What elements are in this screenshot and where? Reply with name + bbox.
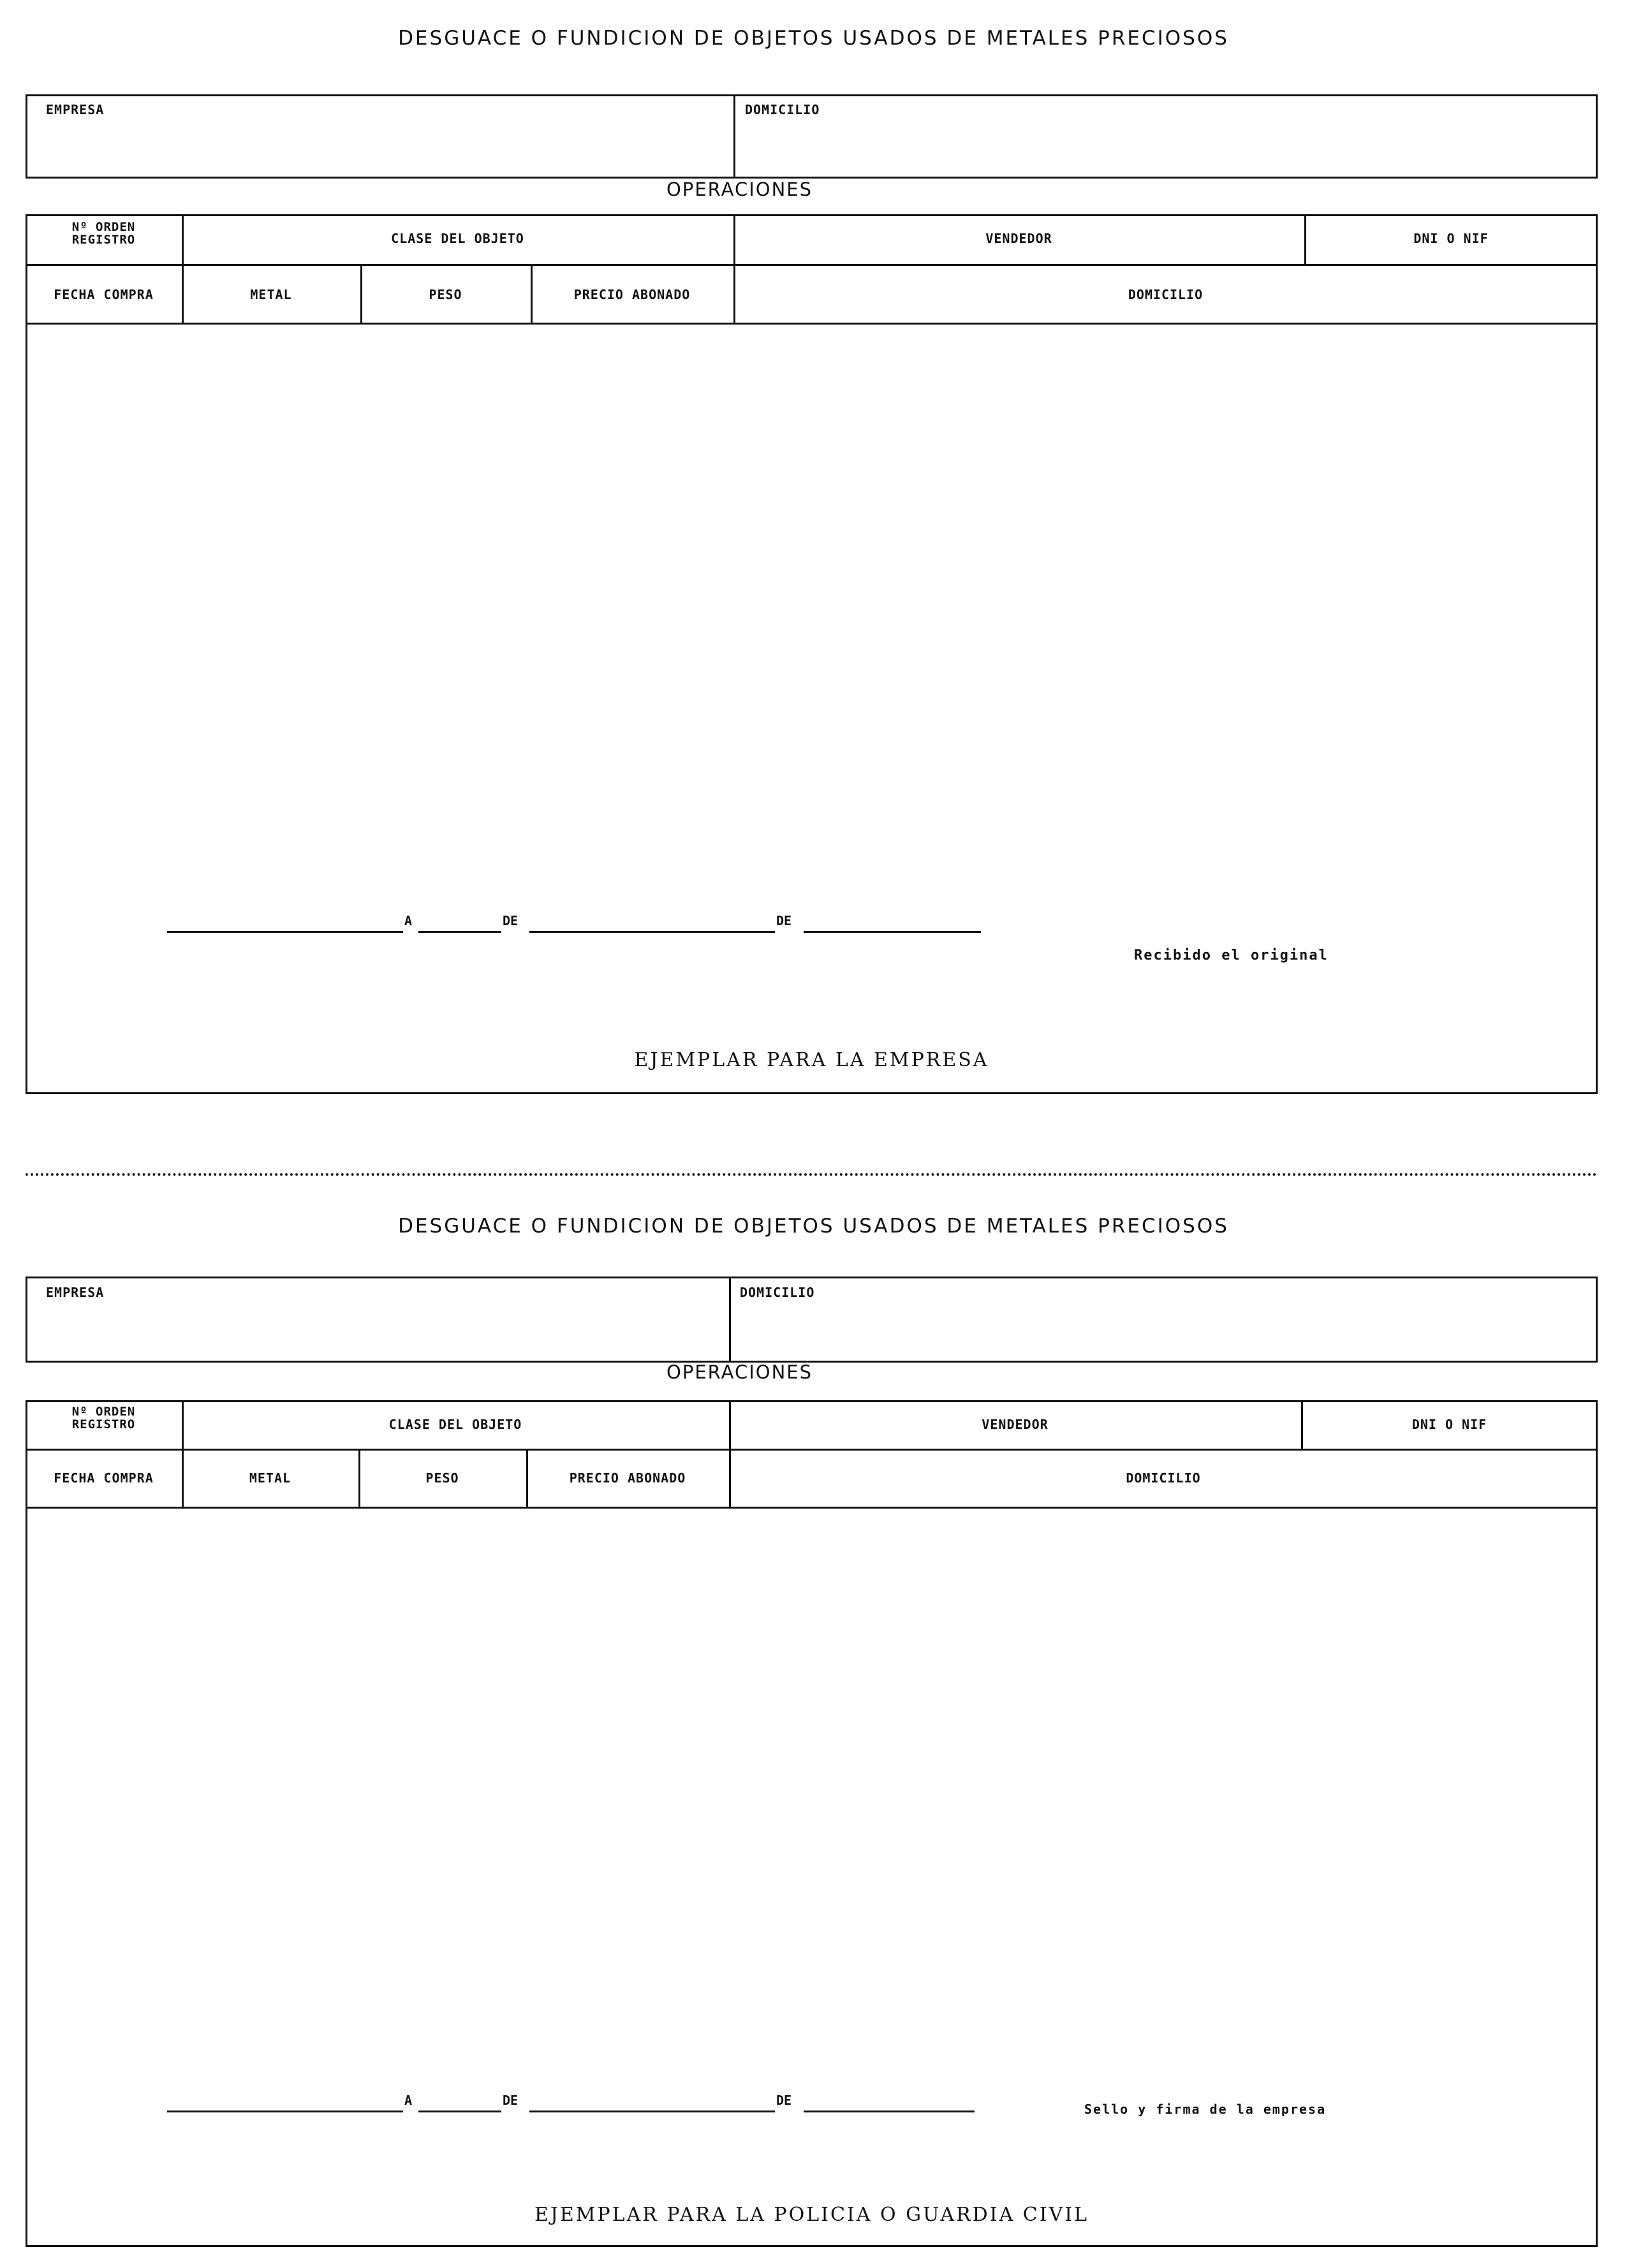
date-place-blank: [167, 931, 403, 933]
date-place-blank: [167, 2111, 403, 2112]
col-vendedor: VENDEDOR: [982, 1417, 1049, 1432]
col-orden-registro: Nº ORDEN REGISTRO: [71, 1405, 136, 1431]
col-fecha-compra: FECHA COMPRA: [54, 287, 154, 302]
form-title: DESGUACE O FUNDICION DE OBJETOS USADOS DE METALES PRECIOSOS: [398, 27, 1229, 50]
date-a-label: A: [404, 913, 413, 928]
date-year-blank: [804, 931, 981, 933]
seal-signature-note: Sello y firma de la empresa: [1084, 2102, 1327, 2117]
col-metal: METAL: [250, 287, 292, 302]
date-month-blank: [529, 931, 775, 933]
empresa-label: EMPRESA: [46, 102, 105, 117]
empresa-label: EMPRESA: [46, 1285, 105, 1300]
form-title: DESGUACE O FUNDICION DE OBJETOS USADOS DE METALES PRECIOSOS: [398, 1215, 1229, 1238]
col-metal: METAL: [249, 1470, 291, 1486]
date-de-label-2: DE: [776, 2093, 792, 2108]
received-original-note: Recibido el original: [1134, 947, 1329, 963]
col-fecha-compra: FECHA COMPRA: [54, 1470, 154, 1486]
copy-footer: EJEMPLAR PARA LA EMPRESA: [634, 1049, 989, 1071]
date-year-blank: [804, 2111, 975, 2112]
domicilio-label: DOMICILIO: [740, 1285, 815, 1300]
col-peso: PESO: [429, 287, 462, 302]
col-orden-registro: Nº ORDEN REGISTRO: [71, 220, 136, 247]
col-dni-nif: DNI O NIF: [1413, 231, 1489, 246]
date-de-label-1: DE: [503, 2093, 519, 2108]
operations-table: [26, 214, 1598, 1094]
col-clase-objeto: CLASE DEL OBJETO: [388, 1417, 522, 1432]
col-dni-nif: DNI O NIF: [1411, 1417, 1487, 1432]
domicilio-label: DOMICILIO: [745, 102, 820, 117]
copy-footer: EJEMPLAR PARA LA POLICIA O GUARDIA CIVIL: [534, 2204, 1089, 2226]
operaciones-heading: OPERACIONES: [666, 179, 813, 200]
col-precio-abonado: PRECIO ABONADO: [569, 1470, 686, 1486]
date-de-label-1: DE: [503, 913, 519, 928]
col-vendedor: VENDEDOR: [985, 231, 1052, 246]
operations-table: [26, 1400, 1598, 2247]
date-month-blank: [529, 2111, 775, 2112]
col-domicilio: DOMICILIO: [1126, 1470, 1201, 1486]
col-domicilio: DOMICILIO: [1128, 287, 1204, 302]
date-de-label-2: DE: [776, 913, 792, 928]
col-clase-objeto: CLASE DEL OBJETO: [391, 231, 524, 246]
cut-line: [26, 1173, 1598, 1176]
date-a-label: A: [404, 2093, 413, 2108]
col-peso: PESO: [425, 1470, 459, 1486]
operaciones-heading: OPERACIONES: [666, 1361, 813, 1383]
date-day-blank: [418, 931, 501, 933]
date-day-blank: [418, 2111, 501, 2112]
col-precio-abonado: PRECIO ABONADO: [573, 287, 691, 302]
